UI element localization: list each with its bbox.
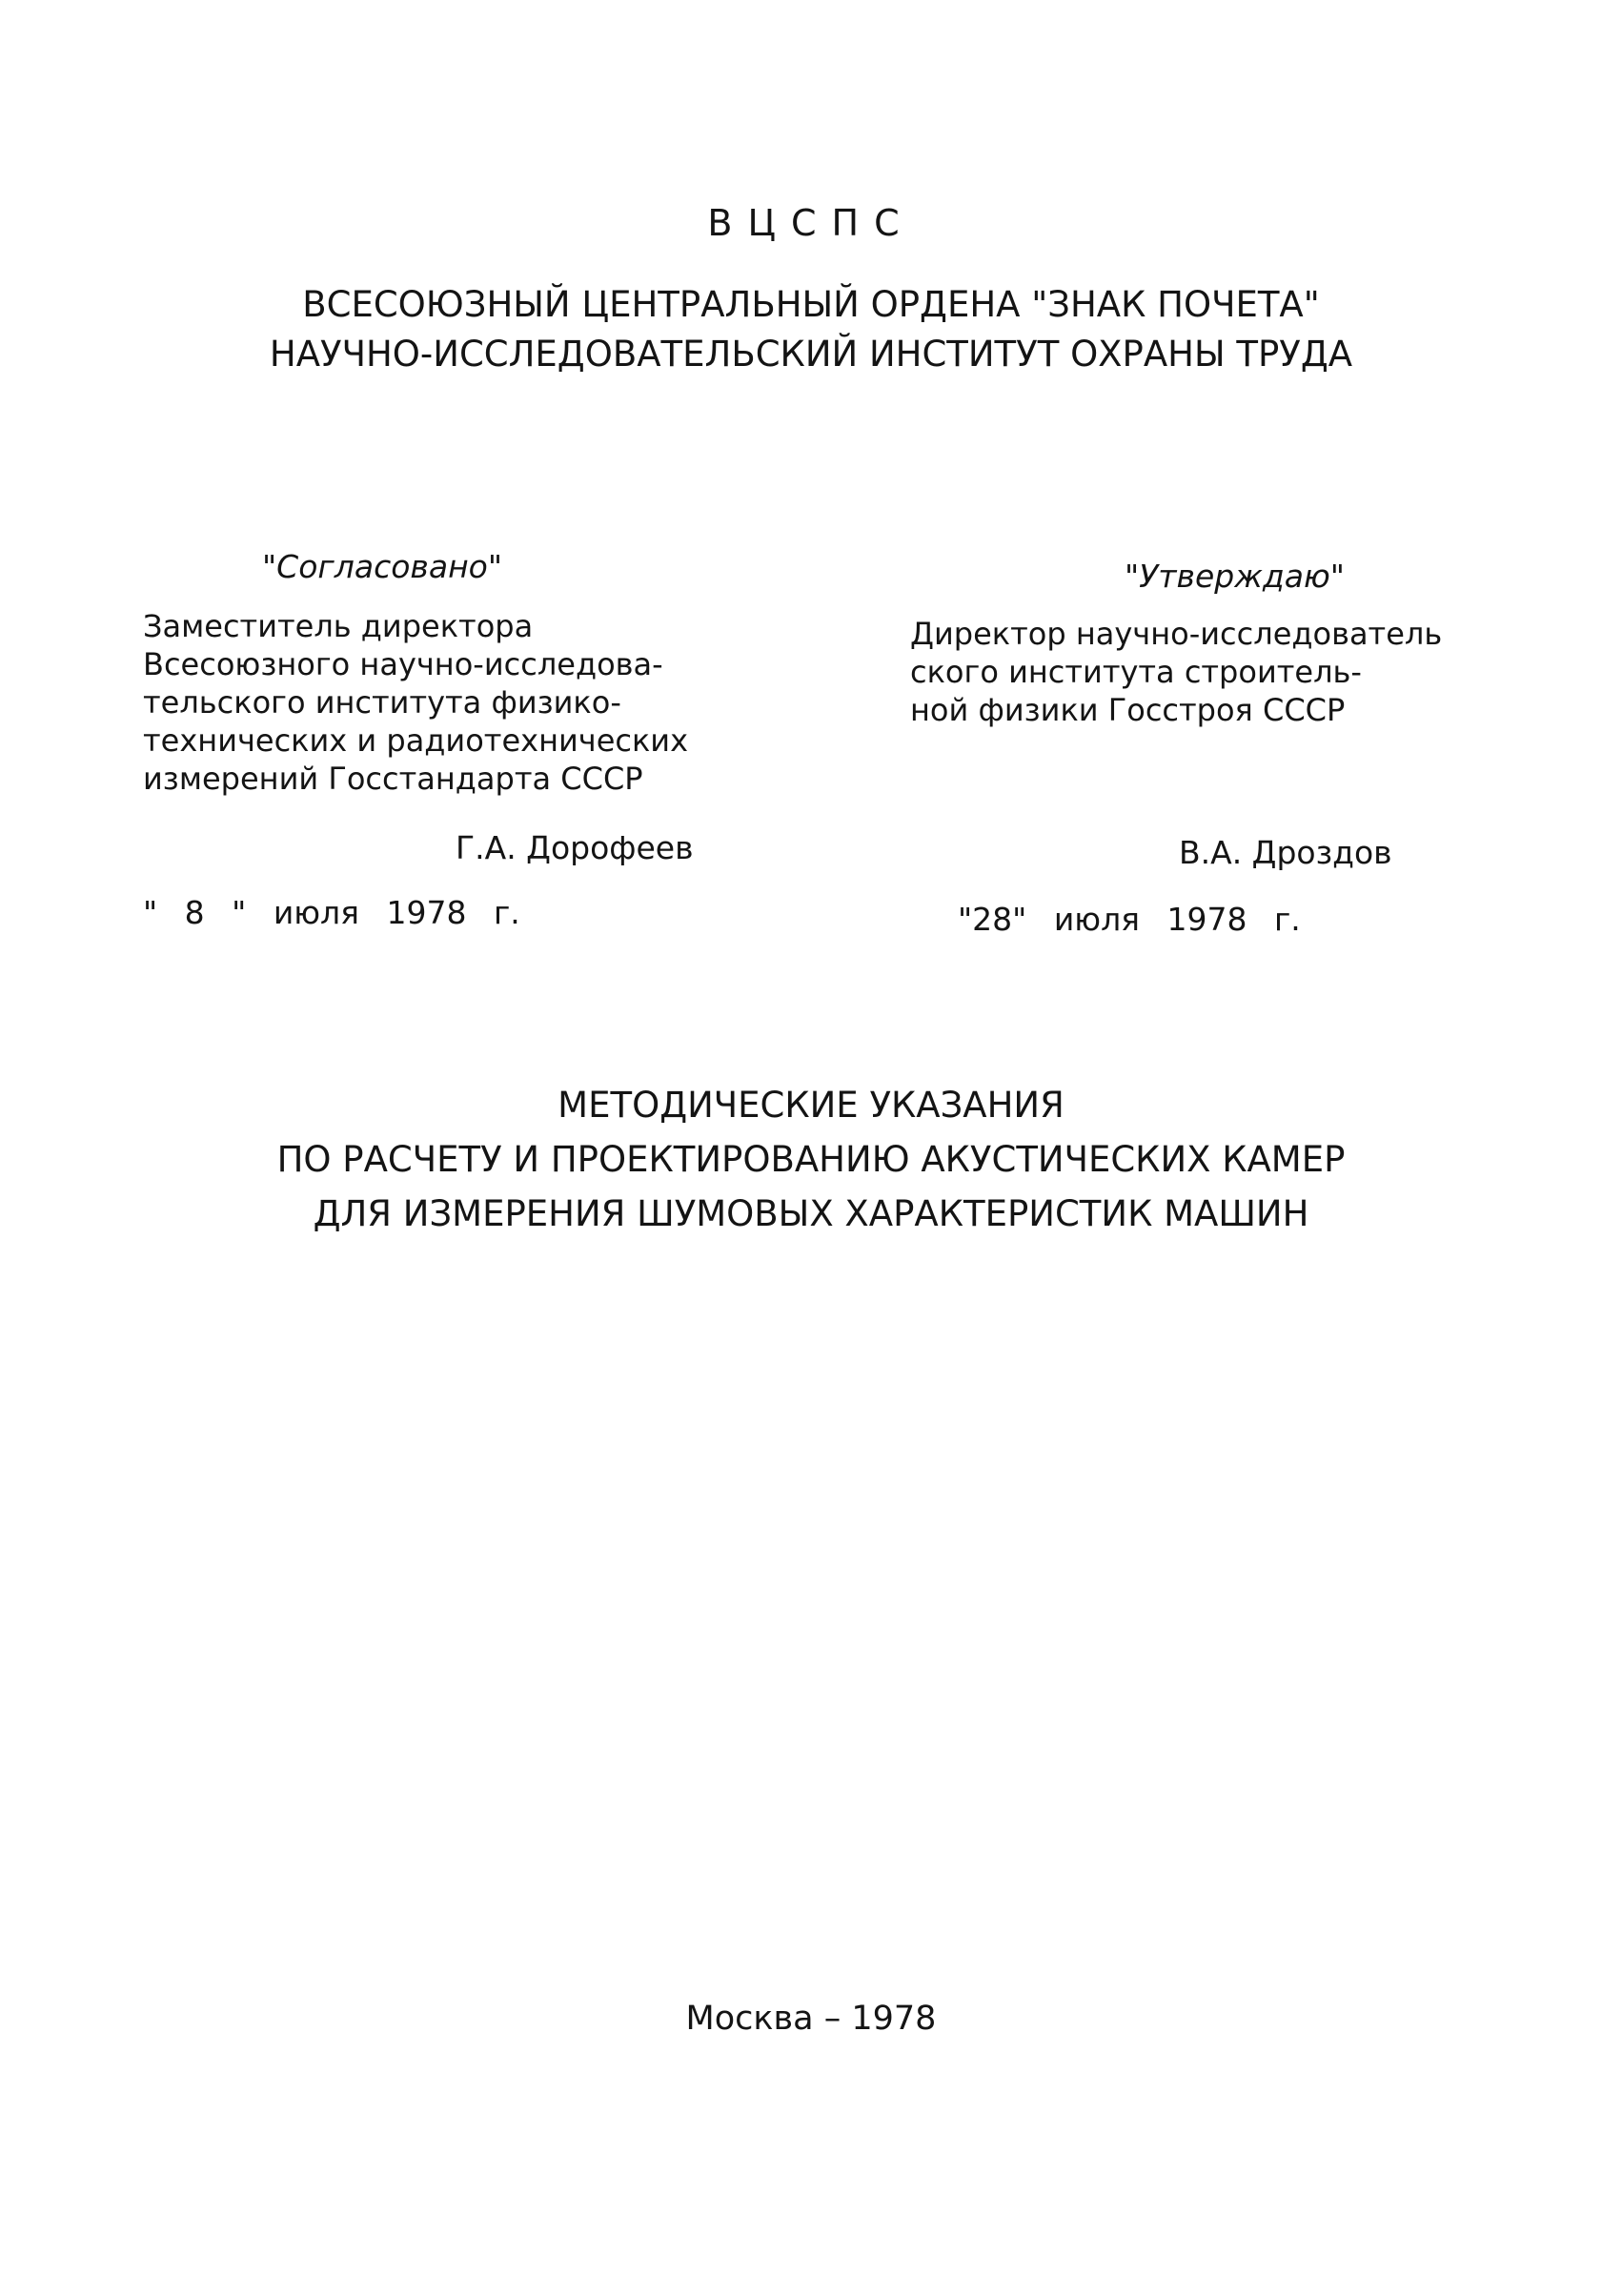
approved-position-line: ского института строитель-	[910, 654, 1362, 690]
agreed-position-line: технических и радиотехнических	[143, 722, 689, 759]
agreed-position-line: тельского института физико-	[143, 684, 621, 721]
agreed-position-line: Заместитель директора	[143, 608, 534, 644]
document-title-line-2: ПО РАСЧЕТУ И ПРОЕКТИРОВАНИЮ АКУСТИЧЕСКИХ КАМЕР	[276, 1139, 1346, 1180]
organization-abbreviation: ВЦСПС	[707, 202, 915, 244]
agreed-heading: "Согласовано"	[262, 548, 503, 585]
institute-name-line-1: ВСЕСОЮЗНЫЙ ЦЕНТРАЛЬНЫЙ ОРДЕНА "ЗНАК ПОЧЕТА"	[302, 284, 1320, 325]
approved-position-block	[910, 615, 1442, 729]
agreed-position-line: Всесоюзного научно-исследова-	[143, 646, 663, 682]
agreed-position-block	[143, 607, 688, 798]
city-and-year: Москва – 1978	[685, 2000, 937, 2038]
approved-position-line: Директор научно-исследователь	[910, 616, 1443, 652]
approved-position-line: ной физики Госстроя СССР	[910, 692, 1346, 728]
document-title-line-3: ДЛЯ ИЗМЕРЕНИЯ ШУМОВЫХ ХАРАКТЕРИСТИК МАШИН	[313, 1193, 1309, 1234]
approved-heading: "Утверждаю"	[1125, 558, 1345, 595]
approved-signatory: В.А. Дроздов	[1179, 834, 1392, 871]
agreed-signatory: Г.А. Дорофеев	[456, 829, 694, 866]
agreed-position-line: измерений Госстандарта СССР	[143, 761, 643, 797]
agreed-date: " 8 " июля 1978 г.	[143, 894, 520, 931]
document-title-line-1: МЕТОДИЧЕСКИЕ УКАЗАНИЯ	[558, 1085, 1064, 1126]
institute-name-line-2: НАУЧНО-ИССЛЕДОВАТЕЛЬСКИЙ ИНСТИТУТ ОХРАНЫ ТРУДА	[269, 334, 1353, 375]
approved-date: "28" июля 1978 г.	[958, 901, 1301, 938]
